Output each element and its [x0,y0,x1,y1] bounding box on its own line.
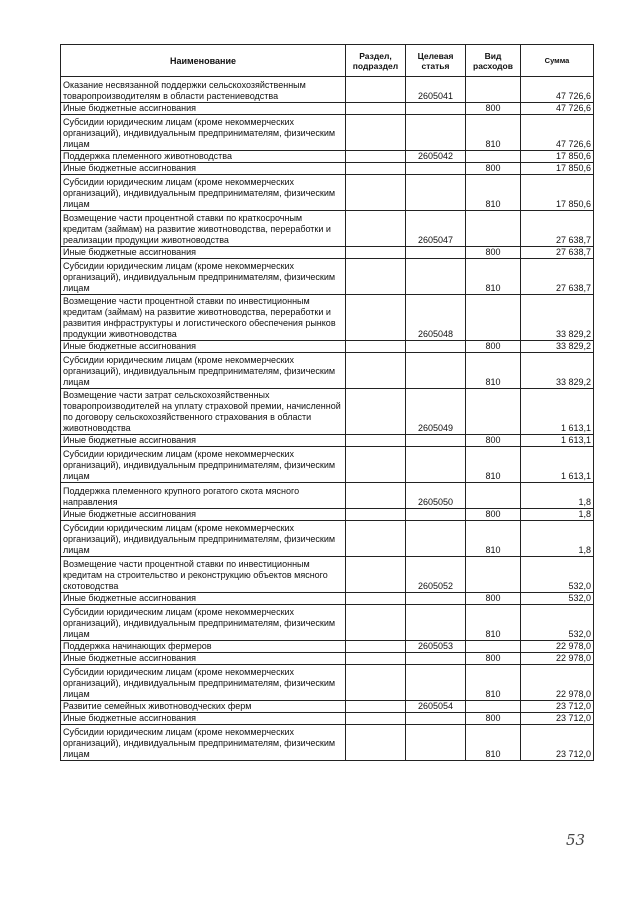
cell-name: Субсидии юридическим лицам (кроме некоммерческих организаций), индивидуальным предпринимателям, физическим лицам [61,259,346,295]
cell-section [346,77,406,103]
cell-kind: 800 [466,593,521,605]
cell-kind: 800 [466,163,521,175]
cell-name: Иные бюджетные ассигнования [61,103,346,115]
cell-name: Субсидии юридическим лицам (кроме некоммерческих организаций), индивидуальным предпринимателям, физическим лицам [61,115,346,151]
cell-kind [466,151,521,163]
cell-sum: 1,8 [521,509,594,521]
cell-section [346,521,406,557]
cell-kind: 810 [466,605,521,641]
cell-sum: 27 638,7 [521,247,594,259]
table-body [61,77,594,761]
cell-section [346,259,406,295]
table-row [61,353,594,389]
cell-kind: 810 [466,259,521,295]
cell-sum: 47 726,6 [521,103,594,115]
cell-kind: 810 [466,175,521,211]
cell-section [346,665,406,701]
cell-sum: 47 726,6 [521,115,594,151]
cell-target: 2605047 [406,211,466,247]
cell-sum: 1 613,1 [521,389,594,435]
cell-section [346,435,406,447]
table-row [61,713,594,725]
page-number: 53 [566,831,586,849]
cell-section [346,389,406,435]
header-sum: Сумма [521,45,594,77]
table-row [61,641,594,653]
table-row [61,521,594,557]
table-row [61,151,594,163]
table-header-row [61,45,594,77]
cell-kind: 800 [466,653,521,665]
cell-kind [466,483,521,509]
cell-kind [466,557,521,593]
cell-section [346,725,406,761]
cell-kind: 800 [466,435,521,447]
table-row [61,163,594,175]
table-row [61,259,594,295]
cell-target [406,341,466,353]
table-row [61,435,594,447]
cell-target [406,103,466,115]
table-row [61,725,594,761]
cell-sum: 1,8 [521,483,594,509]
cell-sum: 22 978,0 [521,665,594,701]
cell-kind: 810 [466,447,521,483]
cell-kind [466,389,521,435]
cell-name: Иные бюджетные ассигнования [61,509,346,521]
table-row [61,483,594,509]
table-row [61,175,594,211]
cell-kind: 800 [466,247,521,259]
cell-name: Субсидии юридическим лицам (кроме некоммерческих организаций), индивидуальным предпринимателям, физическим лицам [61,175,346,211]
cell-section [346,605,406,641]
cell-name: Поддержка племенного крупного рогатого скота мясного направления [61,483,346,509]
cell-kind: 810 [466,115,521,151]
cell-kind: 800 [466,713,521,725]
cell-sum: 17 850,6 [521,163,594,175]
cell-target [406,115,466,151]
cell-section [346,353,406,389]
cell-target: 2605048 [406,295,466,341]
cell-name: Субсидии юридическим лицам (кроме некоммерческих организаций), индивидуальным предпринимателям, физическим лицам [61,725,346,761]
cell-sum: 532,0 [521,605,594,641]
cell-target: 2605049 [406,389,466,435]
cell-section [346,557,406,593]
header-kind: Вид расходов [466,45,521,77]
cell-kind [466,295,521,341]
table-row [61,701,594,713]
cell-target [406,353,466,389]
table-row [61,115,594,151]
cell-name: Возмещение части процентной ставки по инвестиционным кредитам (займам) на развитие животноводства, переработки и развития инфраструктуры и логистического обеспечения рынков продукции животноводства [61,295,346,341]
header-name: Наименование [61,45,346,77]
cell-name: Иные бюджетные ассигнования [61,713,346,725]
cell-section [346,163,406,175]
cell-name: Иные бюджетные ассигнования [61,247,346,259]
cell-target [406,713,466,725]
table-row [61,295,594,341]
cell-target: 2605041 [406,77,466,103]
cell-name: Оказание несвязанной поддержки сельскохозяйственным товаропроизводителям в области растениеводства [61,77,346,103]
cell-name: Возмещение части затрат сельскохозяйственных товаропроизводителей на уплату страховой премии, начисленной по договору сельскохозяйственного страхования в области животноводства [61,389,346,435]
cell-sum: 23 712,0 [521,701,594,713]
cell-kind: 800 [466,103,521,115]
cell-name: Субсидии юридическим лицам (кроме некоммерческих организаций), индивидуальным предпринимателям, физическим лицам [61,605,346,641]
cell-sum: 23 712,0 [521,713,594,725]
cell-name: Субсидии юридическим лицам (кроме некоммерческих организаций), индивидуальным предпринимателям, физическим лицам [61,521,346,557]
cell-name: Поддержка начинающих фермеров [61,641,346,653]
cell-section [346,341,406,353]
cell-name: Развитие семейных животноводческих ферм [61,701,346,713]
cell-target [406,605,466,641]
cell-section [346,151,406,163]
table-row [61,653,594,665]
cell-target: 2605050 [406,483,466,509]
cell-target [406,521,466,557]
cell-target: 2605053 [406,641,466,653]
cell-name: Субсидии юридическим лицам (кроме некоммерческих организаций), индивидуальным предпринимателям, физическим лицам [61,447,346,483]
cell-name: Возмещение части процентной ставки по краткосрочным кредитам (займам) на развитие животноводства, переработки и реализации продукции животноводства [61,211,346,247]
cell-target [406,653,466,665]
table-row [61,77,594,103]
cell-section [346,641,406,653]
cell-section [346,593,406,605]
cell-section [346,211,406,247]
cell-sum: 1 613,1 [521,435,594,447]
cell-section [346,175,406,211]
cell-sum: 22 978,0 [521,641,594,653]
cell-kind [466,77,521,103]
cell-kind: 810 [466,353,521,389]
cell-sum: 27 638,7 [521,211,594,247]
cell-kind: 810 [466,665,521,701]
cell-kind: 810 [466,725,521,761]
cell-target: 2605054 [406,701,466,713]
cell-kind: 800 [466,509,521,521]
cell-kind [466,641,521,653]
cell-target [406,163,466,175]
cell-section [346,247,406,259]
budget-table [60,44,594,761]
table-row [61,509,594,521]
cell-target [406,175,466,211]
cell-section [346,115,406,151]
table-row [61,605,594,641]
cell-target [406,259,466,295]
cell-section [346,103,406,115]
cell-name: Поддержка племенного животноводства [61,151,346,163]
header-target: Целевая статья [406,45,466,77]
cell-target [406,593,466,605]
cell-target [406,247,466,259]
cell-name: Иные бюджетные ассигнования [61,341,346,353]
cell-sum: 33 829,2 [521,341,594,353]
cell-target [406,725,466,761]
cell-kind: 810 [466,521,521,557]
cell-target: 2605042 [406,151,466,163]
table-row [61,247,594,259]
cell-target [406,447,466,483]
table-row [61,341,594,353]
cell-name: Иные бюджетные ассигнования [61,435,346,447]
cell-section [346,295,406,341]
cell-name: Иные бюджетные ассигнования [61,653,346,665]
cell-kind: 800 [466,341,521,353]
cell-section [346,483,406,509]
cell-kind [466,701,521,713]
table-row [61,665,594,701]
cell-section [346,653,406,665]
cell-section [346,509,406,521]
cell-sum: 27 638,7 [521,259,594,295]
cell-sum: 532,0 [521,593,594,605]
table-row [61,211,594,247]
cell-sum: 33 829,2 [521,353,594,389]
cell-sum: 17 850,6 [521,151,594,163]
cell-sum: 1,8 [521,521,594,557]
table-row [61,447,594,483]
table-row [61,557,594,593]
cell-sum: 47 726,6 [521,77,594,103]
table-row [61,593,594,605]
cell-name: Субсидии юридическим лицам (кроме некоммерческих организаций), индивидуальным предпринимателям, физическим лицам [61,665,346,701]
cell-section [346,701,406,713]
cell-sum: 33 829,2 [521,295,594,341]
cell-sum: 23 712,0 [521,725,594,761]
cell-sum: 22 978,0 [521,653,594,665]
header-section: Раздел, подраздел [346,45,406,77]
table-row [61,389,594,435]
cell-target [406,665,466,701]
cell-name: Иные бюджетные ассигнования [61,593,346,605]
cell-section [346,447,406,483]
cell-section [346,713,406,725]
cell-name: Иные бюджетные ассигнования [61,163,346,175]
cell-sum: 1 613,1 [521,447,594,483]
cell-target [406,435,466,447]
cell-name: Субсидии юридическим лицам (кроме некоммерческих организаций), индивидуальным предпринимателям, физическим лицам [61,353,346,389]
cell-kind [466,211,521,247]
cell-target: 2605052 [406,557,466,593]
table-row [61,103,594,115]
cell-sum: 532,0 [521,557,594,593]
cell-name: Возмещение части процентной ставки по инвестиционным кредитам на строительство и реконструкцию объектов мясного скотоводства [61,557,346,593]
cell-target [406,509,466,521]
cell-sum: 17 850,6 [521,175,594,211]
